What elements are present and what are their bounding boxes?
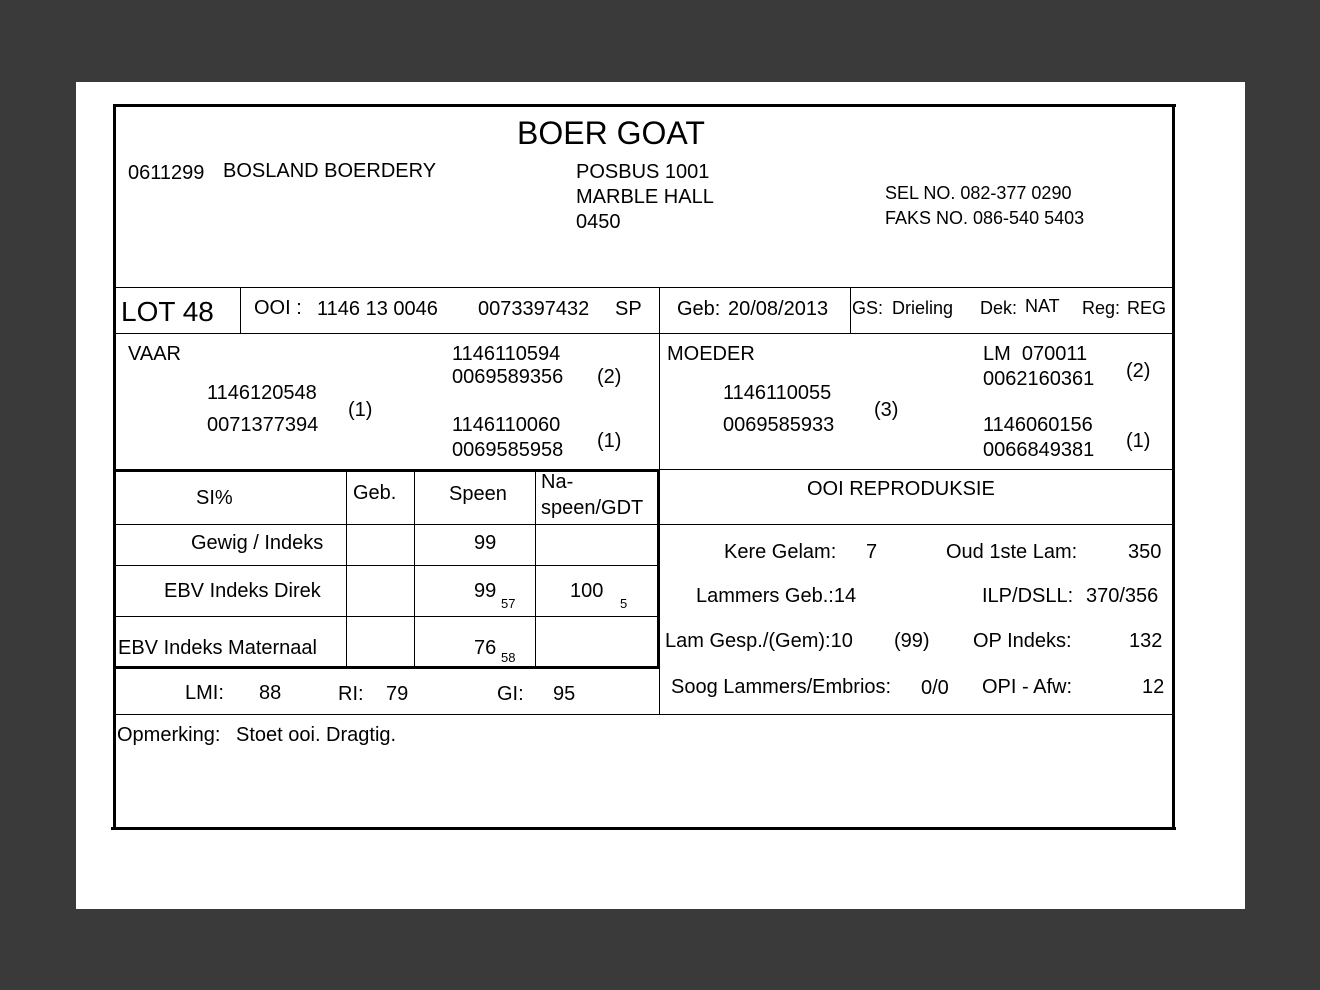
- op-indeks-label: OP Indeks:: [973, 630, 1072, 652]
- row-ebv-direk-speen: 99: [474, 580, 497, 602]
- divider-lot: [116, 333, 1172, 334]
- address-line2: MARBLE HALL: [576, 186, 714, 208]
- divider-pedigree-left: [116, 469, 659, 472]
- opi-afw-value: 12: [1142, 676, 1165, 698]
- reproduction-title: OOI REPRODUKSIE: [807, 478, 995, 500]
- lammers-geb: Lammers Geb.:14: [696, 585, 857, 607]
- divider-center-thick: [657, 469, 660, 669]
- lmi-label: LMI:: [185, 682, 224, 704]
- vaar-sire-number: 0069589356: [452, 366, 564, 388]
- moeder-dam-grade: (1): [1126, 430, 1151, 452]
- page-title: BOER GOAT: [517, 115, 705, 151]
- geb-date: 20/08/2013: [728, 298, 829, 320]
- lam-gesp: Lam Gesp./(Gem):10: [665, 630, 853, 652]
- divider-lot-box: [240, 287, 241, 333]
- lmi-value: 88: [259, 682, 282, 704]
- lot-number: LOT 48: [121, 296, 214, 327]
- divider-si-col3: [535, 469, 536, 667]
- row-gewig-label: Gewig / Indeks: [191, 532, 324, 554]
- ri-value: 79: [386, 683, 409, 705]
- naspeen-header-line2: speen/GDT: [541, 497, 644, 519]
- gs-value: Drieling: [892, 298, 954, 318]
- remarks-text: Stoet ooi. Dragtig.: [236, 724, 397, 746]
- vaar-dam-grade: (1): [597, 430, 622, 452]
- breeder-name: BOSLAND BOERDERY: [223, 160, 437, 182]
- row-ebv-direk-naspeen: 100: [570, 580, 604, 602]
- vaar-label: VAAR: [128, 343, 181, 365]
- moeder-grade: (3): [874, 399, 899, 421]
- gi-label: GI:: [497, 683, 524, 705]
- kere-gelam-label: Kere Gelam:: [724, 541, 837, 563]
- vaar-number: 0071377394: [207, 414, 319, 436]
- vaar-dam-number: 0069585958: [452, 439, 564, 461]
- border-bottom: [111, 827, 1176, 830]
- dek-value: NAT: [1025, 296, 1060, 316]
- vaar-grade: (1): [348, 399, 373, 421]
- divider-header: [116, 287, 1172, 288]
- remarks-label: Opmerking:: [117, 724, 221, 746]
- reg-value: REG: [1127, 298, 1167, 318]
- divider-si-row2: [116, 616, 659, 617]
- fax-number: FAKS NO. 086-540 5403: [885, 208, 1085, 228]
- soog-lammers-value: 0/0: [921, 677, 949, 699]
- ilp-value: 370/356: [1086, 585, 1159, 607]
- address-line3: 0450: [576, 211, 621, 233]
- moeder-sire-id: LM 070011: [983, 343, 1088, 365]
- ooi-label: OOI :: [254, 297, 302, 319]
- row-ebv-direk-speen-accuracy: 57: [501, 596, 516, 611]
- row-ebv-maternaal-speen-accuracy: 58: [501, 650, 516, 665]
- vaar-sire-grade: (2): [597, 366, 622, 388]
- row-ebv-maternaal-speen: 76: [474, 637, 497, 659]
- naspeen-header-line1: Na-: [541, 471, 574, 493]
- row-gewig-speen: 99: [474, 532, 497, 554]
- oud-lam-label: Oud 1ste Lam:: [946, 541, 1078, 563]
- breeder-number: 0611299: [128, 162, 205, 184]
- divider-geb: [850, 287, 851, 333]
- address-line1: POSBUS 1001: [576, 161, 710, 183]
- lam-gesp-gem: (99): [894, 630, 930, 652]
- soog-lammers-label: Soog Lammers/Embrios:: [671, 676, 892, 698]
- ooi-sp: SP: [615, 298, 642, 320]
- reg-label: Reg:: [1082, 298, 1121, 318]
- tel-number: SEL NO. 082-377 0290: [885, 183, 1072, 203]
- moeder-number: 0069585933: [723, 414, 835, 436]
- dek-label: Dek:: [980, 298, 1018, 318]
- gs-label: GS:: [852, 298, 884, 318]
- ooi-number: 0073397432: [478, 298, 590, 320]
- moeder-sire-number: 0062160361: [983, 368, 1095, 390]
- moeder-label: MOEDER: [667, 343, 755, 365]
- speen-column-header: Speen: [449, 483, 507, 505]
- vaar-id: 1146120548: [207, 382, 317, 404]
- moeder-id: 1146110055: [723, 382, 832, 404]
- oud-lam-value: 350: [1128, 541, 1162, 563]
- ooi-id: 1146 13 0046: [317, 298, 438, 320]
- row-ebv-maternaal-label: EBV Indeks Maternaal: [118, 637, 317, 659]
- moeder-dam-id: 1146060156: [983, 414, 1093, 436]
- divider-si-row1: [116, 565, 659, 566]
- kere-gelam-value: 7: [866, 541, 878, 563]
- border-top: [113, 104, 1176, 107]
- border-right: [1172, 104, 1175, 830]
- gi-value: 95: [553, 683, 576, 705]
- ri-label: RI:: [338, 683, 364, 705]
- row-ebv-direk-naspeen-accuracy: 5: [620, 596, 628, 611]
- divider-pedigree-right: [659, 469, 1172, 470]
- moeder-sire-grade: (2): [1126, 360, 1151, 382]
- op-indeks-value: 132: [1129, 630, 1163, 652]
- divider-si-bottom: [116, 666, 659, 669]
- divider-si-col2: [414, 469, 415, 667]
- si-header: SI%: [196, 487, 233, 509]
- vaar-dam-id: 1146110060: [452, 414, 561, 436]
- row-ebv-direk-label: EBV Indeks Direk: [164, 580, 321, 602]
- border-left: [113, 104, 116, 830]
- divider-si-header: [116, 524, 1172, 525]
- geb-label: Geb:: [677, 298, 721, 320]
- divider-remarks: [116, 714, 1172, 715]
- divider-si-col1: [346, 469, 347, 667]
- moeder-dam-number: 0066849381: [983, 439, 1095, 461]
- opi-afw-label: OPI - Afw:: [982, 676, 1073, 698]
- ilp-label: ILP/DSLL:: [982, 585, 1074, 607]
- geb-column-header: Geb.: [353, 482, 397, 504]
- vaar-sire-id: 1146110594: [452, 343, 561, 365]
